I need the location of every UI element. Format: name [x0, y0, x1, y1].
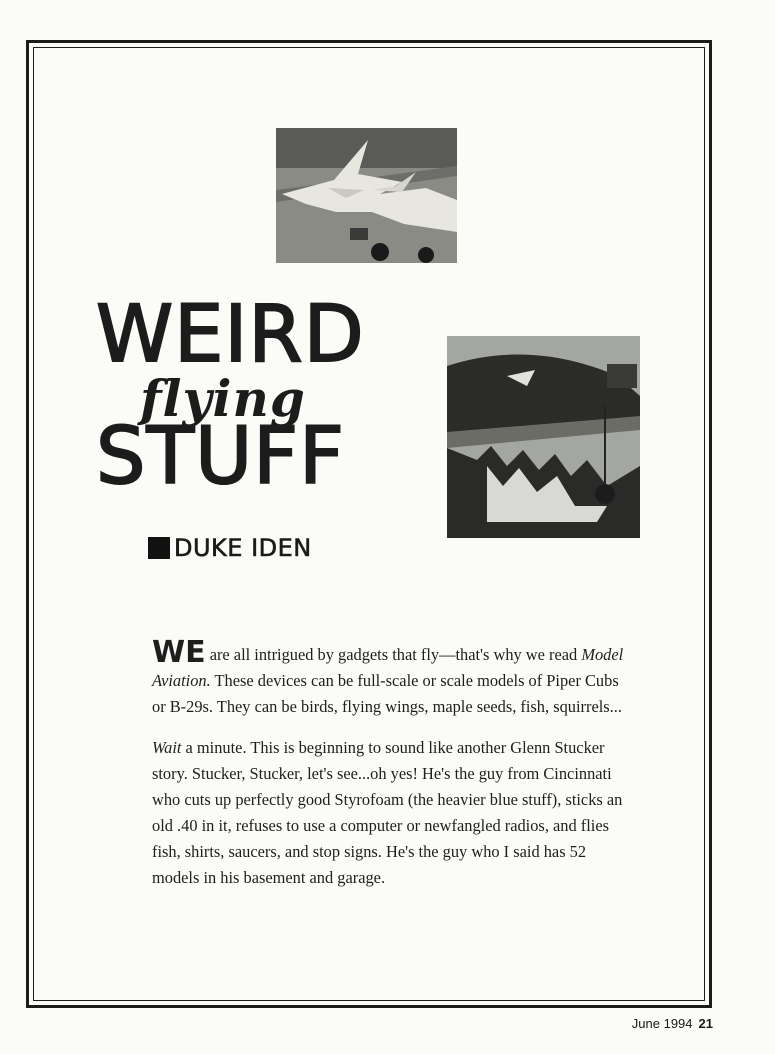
p1-tail: These devices can be full-scale or scale models of Piper Cubs or B-29s. They can be birds, flying wings, maple seeds, fish, squirrels... [152, 671, 622, 716]
page-footer [632, 1016, 713, 1031]
article-body [152, 635, 632, 891]
magazine-name: Model Aviation. [152, 645, 624, 690]
p1-text: are all intrigued by gadgets that fly—that's why we read [205, 645, 582, 664]
author-name: DUKE IDEN [174, 534, 312, 562]
title-stuff: STUFF [96, 412, 345, 502]
shark-mouth-photo [447, 336, 640, 538]
byline-square-icon [148, 537, 170, 559]
byline [148, 534, 312, 562]
dropcap: WE [152, 635, 206, 670]
paragraph-1 [152, 635, 632, 720]
p2-text: a minute. This is beginning to sound like another Glenn Stucker story. Stucker, Stucker, let's see...oh yes! He's the guy from Cincinnati who cuts up perfectly good Styrofoam (the heavier blue stuff), sticks an old .40 in it, refuses to use a computer or newfangled radios, and flies fish, shirts, saucers, and stop signs. He's the guy who I said has 52 models in his basement and garage. [152, 738, 623, 887]
page-number: 21 [698, 1016, 713, 1031]
issue-date: June 1994 [631, 1016, 693, 1031]
paragraph-2 [152, 735, 632, 891]
title-flying: flying [140, 369, 306, 428]
shark-plane-photo [276, 128, 457, 263]
p2-italic: Wait [152, 738, 182, 757]
title-weird: WEIRD [96, 290, 365, 380]
